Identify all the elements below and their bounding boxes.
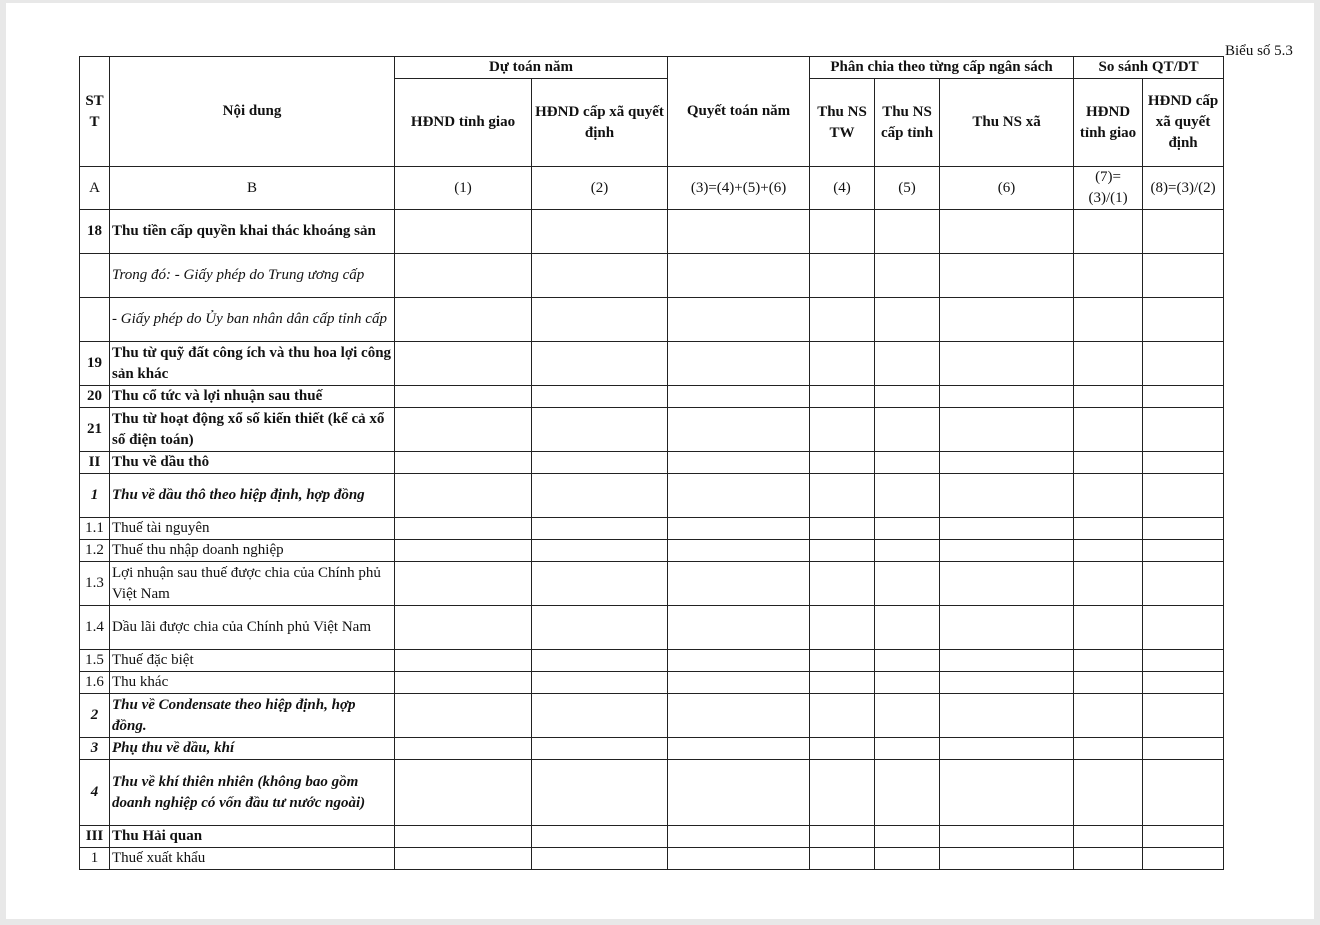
value-cell xyxy=(1143,254,1224,298)
value-cell xyxy=(668,694,810,738)
value-cell xyxy=(395,606,532,650)
row-stt: 3 xyxy=(80,738,110,760)
value-cell xyxy=(810,254,875,298)
value-cell xyxy=(532,254,668,298)
value-cell xyxy=(940,738,1074,760)
index-cell: (4) xyxy=(810,167,875,210)
value-cell xyxy=(875,650,940,672)
value-cell xyxy=(810,474,875,518)
header-comparison: So sánh QT/DT xyxy=(1074,57,1224,79)
value-cell xyxy=(875,694,940,738)
document-page xyxy=(6,3,1314,919)
value-cell xyxy=(532,540,668,562)
value-cell xyxy=(810,408,875,452)
value-cell xyxy=(395,540,532,562)
value-cell xyxy=(395,210,532,254)
value-cell xyxy=(532,606,668,650)
value-cell xyxy=(810,518,875,540)
value-cell xyxy=(940,210,1074,254)
row-stt: 1.1 xyxy=(80,518,110,540)
table-row xyxy=(80,518,1224,540)
value-cell xyxy=(875,298,940,342)
row-label: Thuế tài nguyên xyxy=(110,518,395,540)
value-cell xyxy=(875,562,940,606)
value-cell xyxy=(1074,386,1143,408)
row-stt: 1 xyxy=(80,848,110,870)
value-cell xyxy=(1143,518,1224,540)
value-cell xyxy=(395,452,532,474)
row-stt: 1.6 xyxy=(80,672,110,694)
value-cell xyxy=(1074,474,1143,518)
value-cell xyxy=(875,672,940,694)
value-cell xyxy=(668,826,810,848)
index-cell: (6) xyxy=(940,167,1074,210)
value-cell xyxy=(1143,606,1224,650)
row-label: Thu về dầu thô xyxy=(110,452,395,474)
value-cell xyxy=(532,474,668,518)
value-cell xyxy=(810,386,875,408)
row-stt: 18 xyxy=(80,210,110,254)
value-cell xyxy=(875,540,940,562)
value-cell xyxy=(395,474,532,518)
value-cell xyxy=(532,562,668,606)
value-cell xyxy=(668,452,810,474)
value-cell xyxy=(810,210,875,254)
index-cell: A xyxy=(80,167,110,210)
header-provincial-revenue: Thu NS cấp tỉnh xyxy=(875,79,940,167)
value-cell xyxy=(1143,562,1224,606)
value-cell xyxy=(940,650,1074,672)
index-cell: (2) xyxy=(532,167,668,210)
table-row xyxy=(80,386,1224,408)
value-cell xyxy=(532,760,668,826)
value-cell xyxy=(532,408,668,452)
row-label: Thu về dầu thô theo hiệp định, hợp đồng xyxy=(110,474,395,518)
value-cell xyxy=(395,386,532,408)
row-label: Thu khác xyxy=(110,672,395,694)
value-cell xyxy=(875,826,940,848)
row-label: Thu về khí thiên nhiên (không bao gồm doanh nghiệp có vốn đầu tư nước ngoài) xyxy=(110,760,395,826)
value-cell xyxy=(668,562,810,606)
value-cell xyxy=(810,826,875,848)
value-cell xyxy=(395,738,532,760)
table-row xyxy=(80,562,1224,606)
index-cell: (5) xyxy=(875,167,940,210)
value-cell xyxy=(940,562,1074,606)
value-cell xyxy=(810,672,875,694)
value-cell xyxy=(1143,760,1224,826)
value-cell xyxy=(875,738,940,760)
table-row xyxy=(80,254,1224,298)
value-cell xyxy=(940,298,1074,342)
value-cell xyxy=(395,826,532,848)
value-cell xyxy=(532,672,668,694)
value-cell xyxy=(668,408,810,452)
value-cell xyxy=(668,518,810,540)
row-stt: 4 xyxy=(80,760,110,826)
value-cell xyxy=(875,848,940,870)
header-cmp-provincial: HĐND tỉnh giao xyxy=(1074,79,1143,167)
value-cell xyxy=(532,738,668,760)
row-label: Thu từ hoạt động xổ số kiến thiết (kể cả xổ số điện toán) xyxy=(110,408,395,452)
value-cell xyxy=(668,210,810,254)
table-row xyxy=(80,408,1224,452)
value-cell xyxy=(940,474,1074,518)
table-row xyxy=(80,452,1224,474)
column-index-row xyxy=(80,167,1224,210)
table-row xyxy=(80,474,1224,518)
value-cell xyxy=(1074,562,1143,606)
value-cell xyxy=(1074,254,1143,298)
row-label: Thu từ quỹ đất công ích và thu hoa lợi công sản khác xyxy=(110,342,395,386)
table-row xyxy=(80,848,1224,870)
value-cell xyxy=(1074,650,1143,672)
row-stt: II xyxy=(80,452,110,474)
value-cell xyxy=(395,408,532,452)
value-cell xyxy=(875,452,940,474)
value-cell xyxy=(532,518,668,540)
value-cell xyxy=(668,540,810,562)
value-cell xyxy=(940,386,1074,408)
value-cell xyxy=(810,452,875,474)
value-cell xyxy=(810,342,875,386)
value-cell xyxy=(810,760,875,826)
header-central-revenue: Thu NS TW xyxy=(810,79,875,167)
value-cell xyxy=(875,210,940,254)
row-label: Thu về Condensate theo hiệp định, hợp đồng. xyxy=(110,694,395,738)
index-cell: (3)=(4)+(5)+(6) xyxy=(668,167,810,210)
header-stt: ST T xyxy=(80,57,110,167)
value-cell xyxy=(940,254,1074,298)
value-cell xyxy=(940,540,1074,562)
value-cell xyxy=(810,562,875,606)
value-cell xyxy=(1143,386,1224,408)
value-cell xyxy=(1143,650,1224,672)
row-label: Thuế đặc biệt xyxy=(110,650,395,672)
value-cell xyxy=(395,298,532,342)
value-cell xyxy=(668,342,810,386)
row-stt: 21 xyxy=(80,408,110,452)
table-row xyxy=(80,672,1224,694)
value-cell xyxy=(1074,452,1143,474)
row-label: Thu cổ tức và lợi nhuận sau thuế xyxy=(110,386,395,408)
value-cell xyxy=(668,672,810,694)
value-cell xyxy=(1074,408,1143,452)
value-cell xyxy=(875,408,940,452)
value-cell xyxy=(1143,408,1224,452)
value-cell xyxy=(532,848,668,870)
value-cell xyxy=(1074,826,1143,848)
value-cell xyxy=(668,650,810,672)
row-stt: 1.2 xyxy=(80,540,110,562)
value-cell xyxy=(1143,298,1224,342)
table-row xyxy=(80,738,1224,760)
row-stt: 20 xyxy=(80,386,110,408)
row-label: Trong đó: - Giấy phép do Trung ương cấp xyxy=(110,254,395,298)
value-cell xyxy=(810,694,875,738)
table-row xyxy=(80,650,1224,672)
value-cell xyxy=(1074,848,1143,870)
value-cell xyxy=(875,518,940,540)
table-row xyxy=(80,342,1224,386)
value-cell xyxy=(875,760,940,826)
table-row xyxy=(80,210,1224,254)
value-cell xyxy=(1143,694,1224,738)
value-cell xyxy=(668,760,810,826)
table-row xyxy=(80,826,1224,848)
value-cell xyxy=(1074,606,1143,650)
value-cell xyxy=(668,254,810,298)
value-cell xyxy=(668,298,810,342)
value-cell xyxy=(875,386,940,408)
value-cell xyxy=(1143,452,1224,474)
value-cell xyxy=(1074,738,1143,760)
value-cell xyxy=(940,694,1074,738)
header-commune-council-decided: HĐND cấp xã quyết định xyxy=(532,79,668,167)
value-cell xyxy=(940,452,1074,474)
table-row xyxy=(80,694,1224,738)
value-cell xyxy=(532,298,668,342)
value-cell xyxy=(395,650,532,672)
index-cell: (1) xyxy=(395,167,532,210)
value-cell xyxy=(940,848,1074,870)
value-cell xyxy=(532,386,668,408)
value-cell xyxy=(1143,826,1224,848)
table-row xyxy=(80,606,1224,650)
value-cell xyxy=(1143,540,1224,562)
value-cell xyxy=(940,342,1074,386)
value-cell xyxy=(395,562,532,606)
table-row xyxy=(80,298,1224,342)
row-stt xyxy=(80,254,110,298)
value-cell xyxy=(1074,210,1143,254)
header-annual-settlement: Quyết toán năm xyxy=(668,57,810,167)
value-cell xyxy=(668,738,810,760)
value-cell xyxy=(940,606,1074,650)
value-cell xyxy=(810,848,875,870)
value-cell xyxy=(1074,540,1143,562)
value-cell xyxy=(395,342,532,386)
value-cell xyxy=(395,518,532,540)
row-label: Lợi nhuận sau thuế được chia của Chính phủ Việt Nam xyxy=(110,562,395,606)
row-stt: 1 xyxy=(80,474,110,518)
value-cell xyxy=(810,606,875,650)
row-stt xyxy=(80,298,110,342)
value-cell xyxy=(1143,738,1224,760)
value-cell xyxy=(532,342,668,386)
value-cell xyxy=(1143,342,1224,386)
value-cell xyxy=(810,738,875,760)
header-content: Nội dung xyxy=(110,57,395,167)
value-cell xyxy=(1074,760,1143,826)
value-cell xyxy=(940,760,1074,826)
row-label: Thuế thu nhập doanh nghiệp xyxy=(110,540,395,562)
header-provincial-council-assigned: HĐND tỉnh giao xyxy=(395,79,532,167)
value-cell xyxy=(940,408,1074,452)
value-cell xyxy=(810,650,875,672)
table-row xyxy=(80,760,1224,826)
value-cell xyxy=(395,254,532,298)
value-cell xyxy=(875,606,940,650)
value-cell xyxy=(668,848,810,870)
value-cell xyxy=(532,452,668,474)
value-cell xyxy=(1074,342,1143,386)
row-label: Thu Hải quan xyxy=(110,826,395,848)
value-cell xyxy=(395,760,532,826)
header-budget-split: Phân chia theo từng cấp ngân sách xyxy=(810,57,1074,79)
header-annual-estimate: Dự toán năm xyxy=(395,57,668,79)
value-cell xyxy=(875,342,940,386)
row-stt: 19 xyxy=(80,342,110,386)
header-row-1 xyxy=(80,57,1224,79)
value-cell xyxy=(532,650,668,672)
row-label: Thuế xuất khẩu xyxy=(110,848,395,870)
form-number: Biểu số 5.3 xyxy=(1225,43,1293,59)
value-cell xyxy=(395,672,532,694)
value-cell xyxy=(1143,210,1224,254)
row-label: - Giấy phép do Ủy ban nhân dân cấp tỉnh cấp xyxy=(110,298,395,342)
row-stt: 2 xyxy=(80,694,110,738)
value-cell xyxy=(940,518,1074,540)
value-cell xyxy=(1143,848,1224,870)
table-row xyxy=(80,540,1224,562)
row-stt: 1.5 xyxy=(80,650,110,672)
table-body xyxy=(80,210,1224,870)
value-cell xyxy=(395,848,532,870)
value-cell xyxy=(1074,672,1143,694)
value-cell xyxy=(940,672,1074,694)
index-cell: B xyxy=(110,167,395,210)
value-cell xyxy=(940,826,1074,848)
row-stt: 1.3 xyxy=(80,562,110,606)
value-cell xyxy=(1074,694,1143,738)
value-cell xyxy=(395,694,532,738)
value-cell xyxy=(810,540,875,562)
value-cell xyxy=(1074,518,1143,540)
row-label: Thu tiền cấp quyền khai thác khoáng sản xyxy=(110,210,395,254)
value-cell xyxy=(532,210,668,254)
index-cell: (8)=(3)/(2) xyxy=(1143,167,1224,210)
value-cell xyxy=(532,694,668,738)
value-cell xyxy=(1143,474,1224,518)
value-cell xyxy=(668,474,810,518)
header-commune-revenue: Thu NS xã xyxy=(940,79,1074,167)
value-cell xyxy=(875,474,940,518)
row-label: Dầu lãi được chia của Chính phủ Việt Nam xyxy=(110,606,395,650)
row-stt: 1.4 xyxy=(80,606,110,650)
value-cell xyxy=(668,606,810,650)
row-stt: III xyxy=(80,826,110,848)
value-cell xyxy=(875,254,940,298)
header-cmp-commune: HĐND cấp xã quyết định xyxy=(1143,79,1224,167)
row-label: Phụ thu về dầu, khí xyxy=(110,738,395,760)
budget-settlement-table xyxy=(79,56,1224,870)
value-cell xyxy=(1074,298,1143,342)
value-cell xyxy=(1143,672,1224,694)
value-cell xyxy=(810,298,875,342)
value-cell xyxy=(532,826,668,848)
index-cell: (7)=(3)/(1) xyxy=(1074,167,1143,210)
value-cell xyxy=(668,386,810,408)
